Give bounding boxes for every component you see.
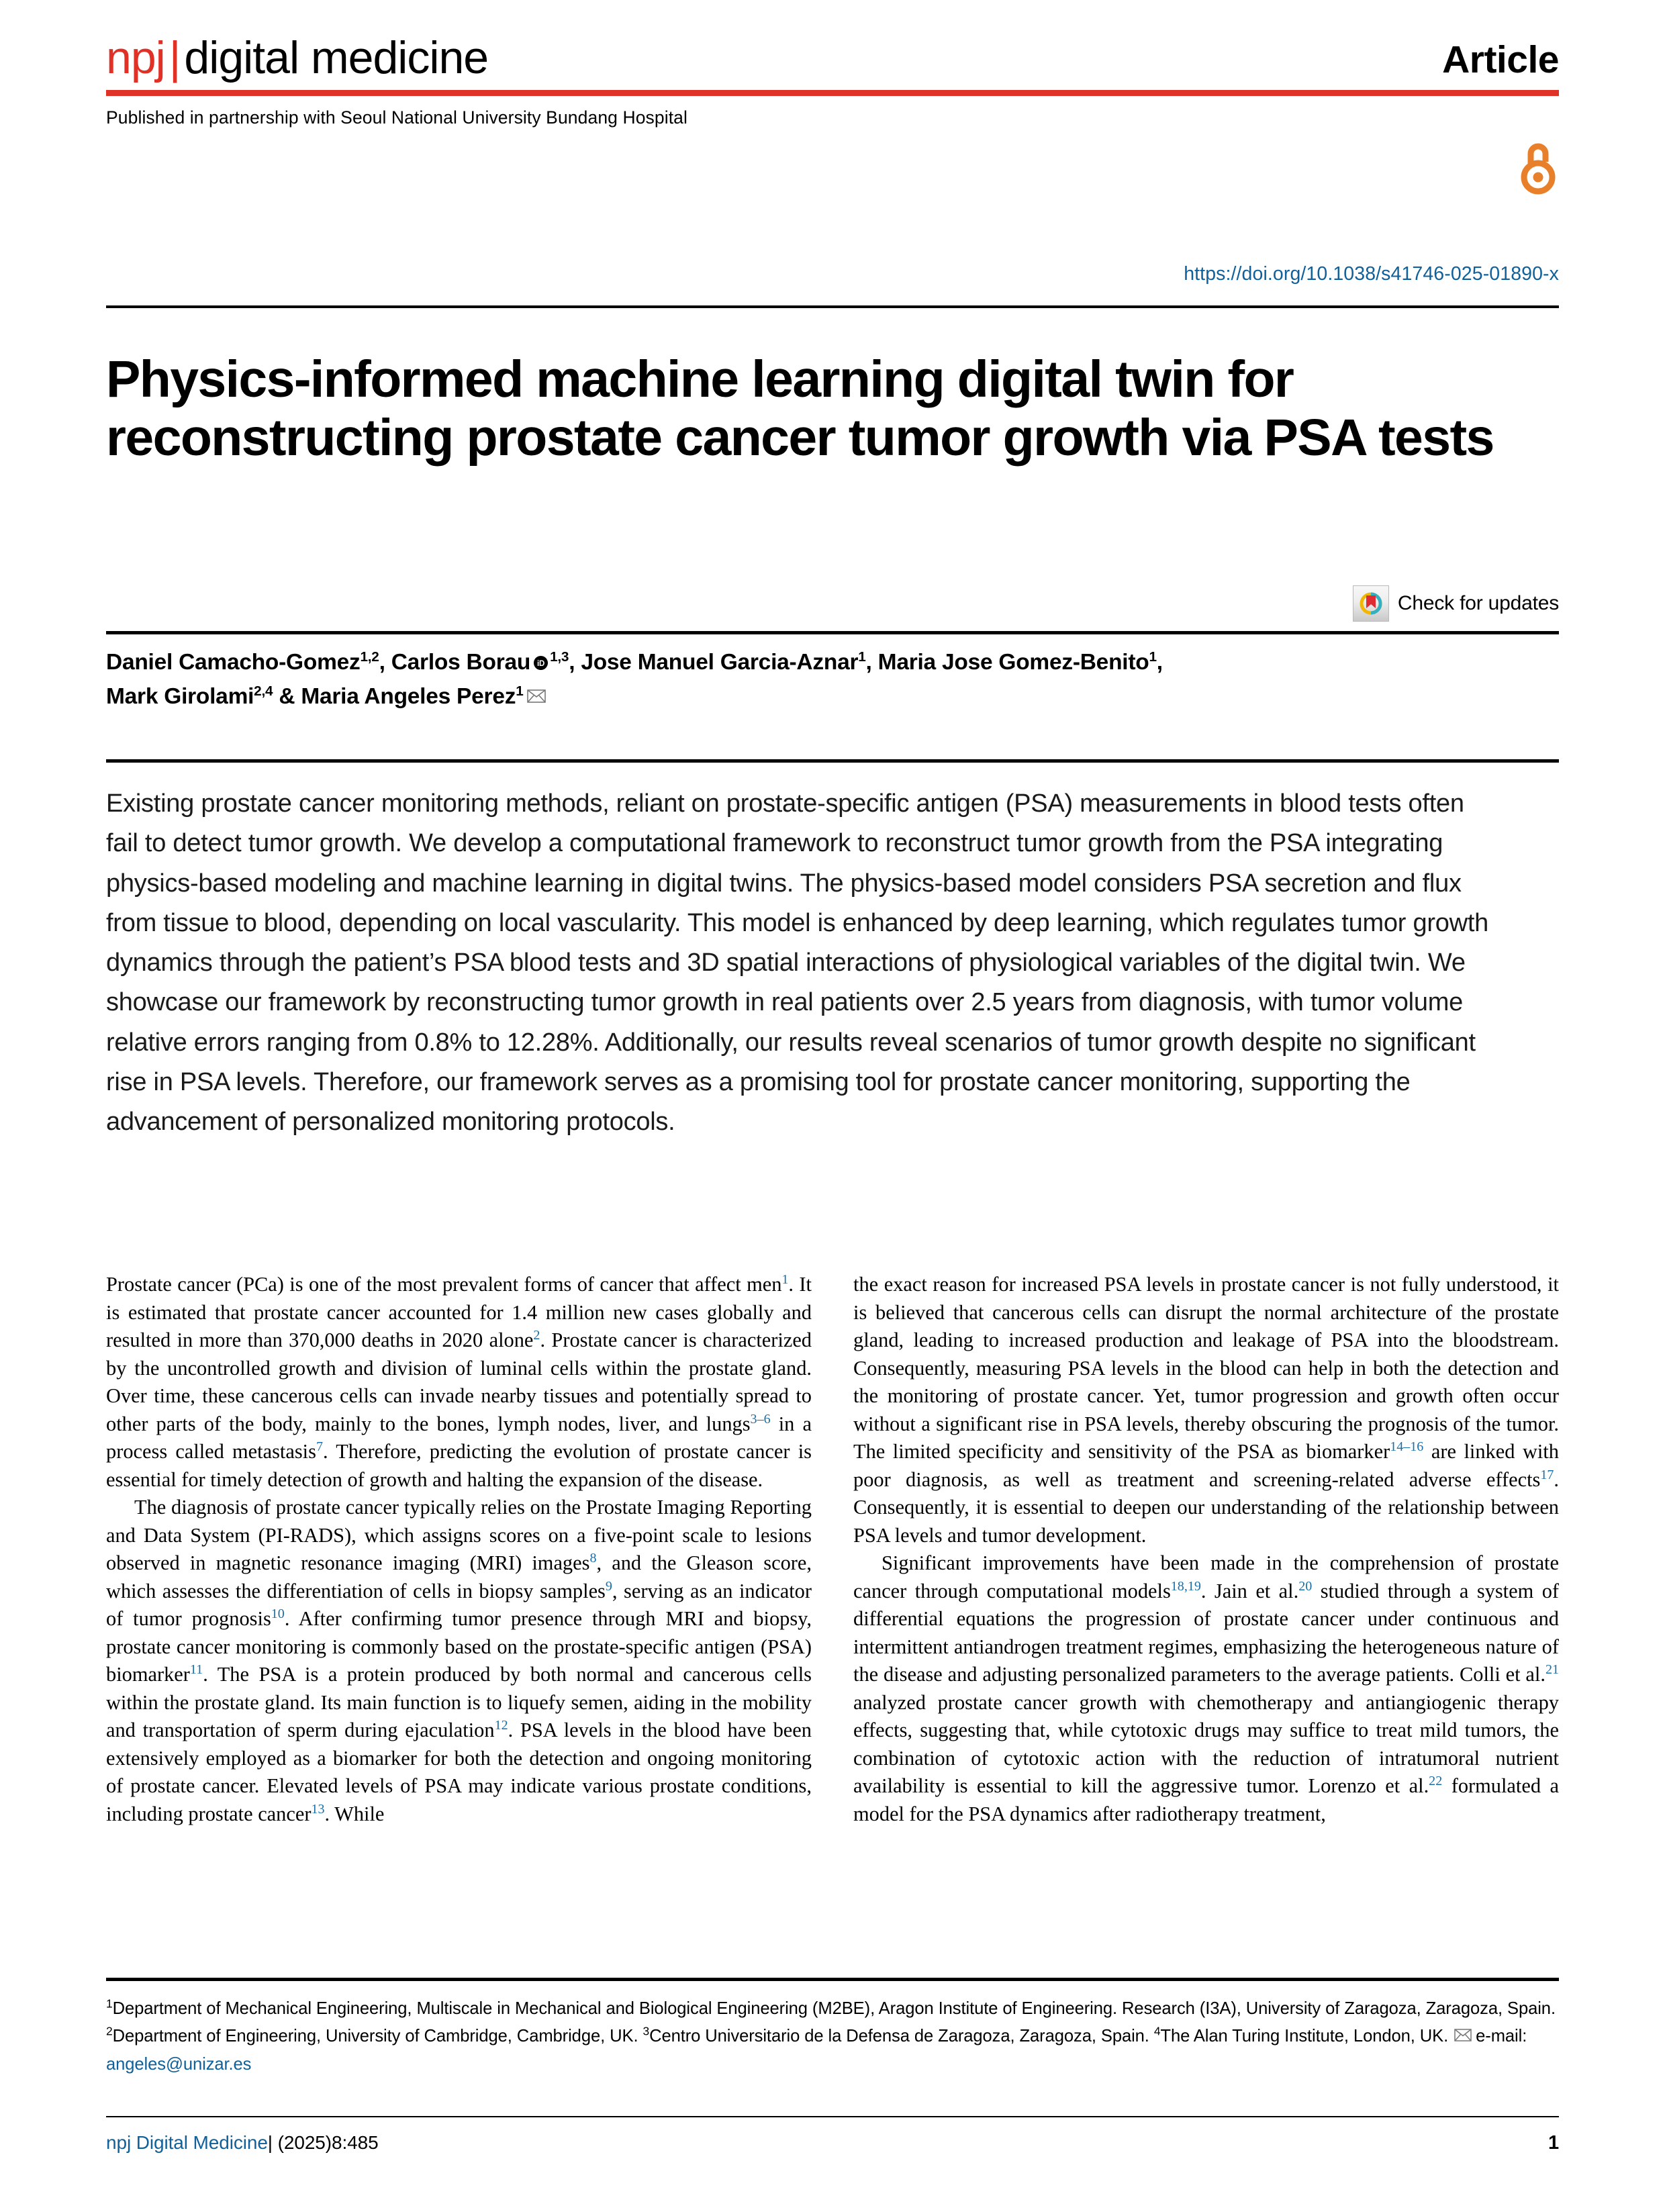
citation-superscript[interactable]: 17: [1540, 1467, 1554, 1482]
author-separator-3: , Maria Jose Gomez-Benito: [865, 650, 1149, 675]
footer-divider: |: [267, 2132, 273, 2153]
envelope-icon: [1454, 2023, 1472, 2035]
orcid-icon[interactable]: [533, 647, 549, 668]
author-separator-5: & Maria Angeles Perez: [273, 683, 516, 709]
logo-divider: |: [169, 32, 181, 83]
logo-journal-text: digital medicine: [184, 32, 489, 83]
citation-superscript[interactable]: 1: [781, 1271, 789, 1287]
body-paragraph: The diagnosis of prostate cancer typically relies on the Prostate Imaging Reporting and Data System (PI-RADS), which assigns scores on a five-point scale to lesions observed in magnetic resonance imaging (MRI) images$^8$, and the Gleason score, which assesses the differentiation of cells in biopsy samples$^9$, serving as an indicator of tumor prognosis$^{10}$. After confirming tumor presence through MRI and biopsy, prostate cancer monitoring is commonly based on the prostate-specific antigen (PSA) biomarker$^{11}$. The PSA is a protein produced by both normal and cancerous cells within the prostate gland. Its main function is to liquefy semen, aiding in the mobility and transportation of sperm during ejaculation$^{12}$. PSA levels in the blood have been extensively employed as a biomarker for both the detection and ongoing monitoring of prostate cancer. Elevated levels of PSA may indicate various prostate conditions, including prostate cancer$^{13}$. While: [106, 1496, 812, 1825]
affiliations-block: $^1$Department of Mechanical Engineering, Multiscale in Mechanical and Biological Engineering (M2BE), Aragon Institute of Engineering. Research (I3A), University of Zaragoza, Zaragoza, Spain. $^2$Department of Engineering, University of Cambridge, Cambridge, UK. $^3$Centro Universitario de la Defensa de Zaragoza, Zaragoza, Spain. $^4$The Alan Turing Institute, London, UK. e-mail: angeles@unizar.es: [106, 1997, 1556, 2074]
body-paragraph: Prostate cancer (PCa) is one of the most prevalent forms of cancer that affect men$^1$. It is estimated that prostate cancer accounted for 1.4 million new cases globally and resulted in more than 370,000 deaths in 2020 alone$^2$. Prostate cancer is characterized by the uncontrolled growth and division of luminal cells within the prostate gland. Over time, these cancerous cells can invade nearby tissues and potentially spread to other parts of the body, mainly to the bones, lymph nodes, liver, and lungs$^{3-6}$ in a process called metastasis$^7$. Therefore, predicting the evolution of prostate cancer is essential for timely detection of growth and halting the expansion of the disease.: [106, 1271, 812, 1491]
author-mark-girolami[interactable]: Mark Girolami: [106, 683, 254, 709]
masthead-row: [106, 32, 1559, 83]
rule-above-authors: [106, 631, 1559, 634]
citation-superscript[interactable]: 9: [605, 1578, 612, 1594]
abstract-text: Existing prostate cancer monitoring methods, reliant on prostate-specific antigen (PSA) measurements in blood tests often fail to detect tumor growth. We develop a computational framework to reconstruct tumor growth from the PSA integrating physics-based modeling and machine learning in digital twins. The physics-based model considers PSA secretion and flux from tissue to blood, depending on local vascularity. This model is enhanced by deep learning, which regulates tumor growth dynamics through the patient’s PSA blood tests and 3D spatial interactions of physiological variables of the digital twin. We showcase our framework by reconstructing tumor growth in real patients over 2.5 years from diagnosis, with tumor volume relative errors ranging from 0.8% to 12.28%. Additionally, our results reveal scenarios of tumor growth despite no significant rise in PSA levels. Therefore, our framework serves as a promising tool for prostate cancer monitoring, supporting the advancement of personalized monitoring protocols.: [106, 789, 1489, 1137]
citation-superscript[interactable]: 22: [1429, 1773, 1443, 1788]
footer-journal-name[interactable]: npj Digital Medicine: [106, 2132, 268, 2153]
logo-npj-text: npj: [106, 32, 165, 83]
author-affil-sup: 1: [516, 683, 524, 699]
svg-text:iD: iD: [537, 659, 545, 668]
rule-above-title: [106, 305, 1559, 308]
author-separator-2: , Jose Manuel Garcia-Aznar: [569, 650, 859, 675]
footer-rule: [106, 2116, 1559, 2117]
body-column-left: [106, 1271, 812, 1828]
author-list: [106, 646, 1570, 713]
citation-superscript[interactable]: 18,19: [1170, 1578, 1201, 1594]
email-label: e-mail:: [1476, 2027, 1527, 2046]
citation-superscript[interactable]: 3–6: [750, 1411, 771, 1427]
citation-superscript[interactable]: 20: [1298, 1578, 1313, 1594]
citation-superscript[interactable]: 21: [1545, 1662, 1559, 1677]
author-affil-sup: 1: [1149, 648, 1157, 665]
footer-citation: (2025)8:485: [272, 2132, 379, 2153]
doi-link[interactable]: https://doi.org/10.1038/s41746-025-01890-x: [1184, 263, 1559, 285]
citation-superscript[interactable]: 7: [316, 1439, 323, 1454]
check-for-updates-label: Check for updates: [1397, 592, 1559, 614]
author-affil-sup: 2,4: [254, 683, 273, 699]
journal-logo[interactable]: [106, 32, 489, 83]
author-separator-1: , Carlos Borau: [379, 650, 531, 675]
corresponding-email-link[interactable]: angeles@unizar.es: [106, 2054, 252, 2074]
author-daniel-camacho-gomez[interactable]: Daniel Camacho-Gomez: [106, 650, 361, 675]
citation-superscript[interactable]: 4: [1153, 2024, 1161, 2038]
masthead-red-rule: [106, 90, 1559, 96]
citation-superscript[interactable]: 12: [494, 1717, 508, 1733]
body-columns: [106, 1271, 1559, 1828]
rule-above-abstract: [106, 759, 1559, 763]
body-paragraph: Significant improvements have been made in the comprehension of prostate cancer through computational models$^{18,19}$. Jain et al.$^{20}$ studied through a system of differential equations the progression of prostate cancer under continuous and intermittent antiandrogen treatment regimes, emphasizing the heterogeneous nature of the disease and adjusting personalized parameters to the average patients. Colli et al.$^{21}$ analyzed prostate cancer growth with chemotherapy and antiangiogenic therapy effects, suggesting that, while cytotoxic drugs may suffice to treat mild tumors, the combination of cytotoxic action with the reduction of intratumoral nutrient availability is essential to kill the aggressive tumor. Lorenzo et al.$^{22}$ formulated a model for the PSA dynamics after radiotherapy treatment,: [853, 1551, 1560, 1825]
page-footer: [106, 2132, 1559, 2154]
author-affil-sup: 1,2: [360, 648, 379, 665]
rule-above-affiliations: [106, 1978, 1559, 1981]
page-number: 1: [1548, 2132, 1559, 2154]
body-column-right: [853, 1271, 1559, 1828]
article-type-kicker: Article: [1442, 38, 1559, 81]
citation-superscript[interactable]: 2: [106, 2024, 113, 2038]
masthead: [106, 32, 1559, 128]
partnership-line: Published in partnership with Seoul National University Bundang Hospital: [106, 107, 687, 128]
citation-superscript[interactable]: 14–16: [1390, 1439, 1424, 1454]
author-affil-sup: 1,3: [550, 648, 569, 665]
open-access-lock-icon: [1517, 139, 1559, 197]
citation-superscript[interactable]: 2: [533, 1327, 540, 1343]
page-title: Physics-informed machine learning digital twin for reconstructing prostate cancer tumor growth via PSA tests: [106, 350, 1494, 467]
citation-superscript[interactable]: 3: [643, 2024, 650, 2038]
citation-superscript[interactable]: 11: [189, 1662, 203, 1677]
citation-superscript[interactable]: 10: [271, 1606, 285, 1621]
footer-citation-group: [106, 2132, 379, 2154]
citation-superscript[interactable]: 1: [106, 1997, 113, 2011]
body-paragraph: the exact reason for increased PSA levels in prostate cancer is not fully understood, it is believed that cancerous cells can disrupt the normal architecture of the prostate gland, leading to increased production and leakage of PSA into the bloodstream. Consequently, measuring PSA levels in the blood can help in both the detection and the monitoring of prostate cancer. Yet, tumor progression and growth often occur without a significant rise in PSA levels, thereby obscuring the prognosis of the tumor. The limited specificity and sensitivity of the PSA as biomarker$^{14-16}$ are linked with poor diagnosis, as well as treatment and screening-related adverse effects$^{17}$. Consequently, it is essential to deepen our understanding of the relationship between PSA levels and tumor development.: [853, 1273, 1559, 1547]
citation-superscript[interactable]: 13: [311, 1801, 325, 1817]
crossmark-badge-icon: [1353, 585, 1389, 622]
check-for-updates-badge[interactable]: [1353, 585, 1559, 622]
citation-superscript[interactable]: 8: [589, 1550, 597, 1566]
author-separator-4: ,: [1156, 650, 1163, 675]
author-affil-sup: 1: [858, 648, 866, 665]
envelope-icon[interactable]: [527, 679, 546, 693]
